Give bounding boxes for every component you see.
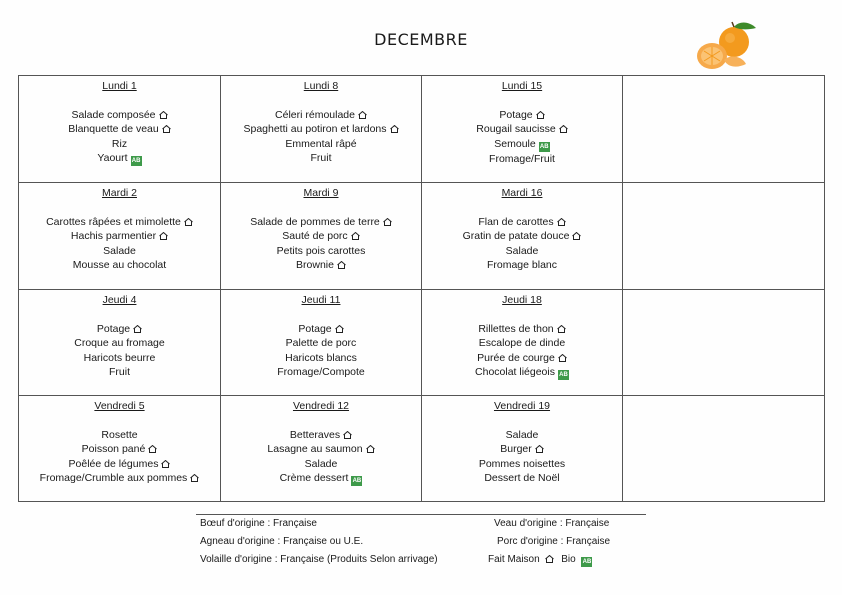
cell-jeudi-18 [422, 290, 623, 396]
day-label: Jeudi 4 [102, 294, 137, 306]
menu-item [422, 152, 622, 167]
house-icon [162, 123, 171, 131]
cell-vendredi-19 [422, 396, 623, 502]
menu-item-label: Flan de carottes [478, 215, 554, 228]
menu-item-label: Rougail saucisse [476, 123, 556, 135]
menu-item-label: Salade [103, 244, 136, 257]
menu-item-label: Escalope de dinde [478, 337, 566, 349]
menu-item-label: Salade [505, 428, 539, 441]
menu-item [221, 122, 421, 137]
house-icon [337, 259, 346, 267]
menu-item-label: Brownie [296, 259, 334, 271]
bio-label-icon: AB [131, 158, 141, 164]
menu-item-label: Mousse au chocolat [72, 259, 167, 271]
menu-item-label: Salade [505, 244, 539, 257]
menu-item [19, 229, 220, 244]
menu-item-label: Fromage/Crumble aux pommes [39, 472, 188, 484]
house-icon [343, 429, 352, 437]
menu-item-label: Rillettes de thon [478, 322, 554, 335]
day-label: Jeudi 18 [502, 294, 542, 306]
menu-item [19, 471, 220, 486]
menu-item-label: Poêlée de légumes [68, 457, 159, 470]
cell-vendredi-12 [221, 396, 422, 502]
menu-item [221, 322, 421, 337]
menu-item-label: Burger [500, 443, 532, 455]
house-icon [572, 230, 581, 238]
cell-empty [623, 290, 825, 396]
menu-item [221, 351, 421, 366]
menu-item-label: Céleri rémoulade [275, 108, 355, 121]
day-label: Lundi 1 [102, 80, 137, 92]
menu-item-label: Lasagne au saumon [267, 443, 363, 455]
menu-item [221, 258, 421, 273]
house-icon [159, 109, 168, 117]
menu-item-label: Poisson pané [81, 443, 146, 455]
cell-jeudi-11 [221, 290, 422, 396]
menu-item [19, 122, 220, 137]
menu-item-label: Spaghetti au potiron et lardons [243, 123, 387, 135]
menu-item-label: Crème dessert [279, 472, 349, 484]
legend-porc: Porc d'origine : Française [497, 536, 611, 547]
menu-item-label: Dessert de Noël [484, 472, 560, 484]
menu-item [19, 457, 220, 472]
cell-empty [623, 396, 825, 502]
menu-item [422, 457, 622, 472]
menu-item [422, 108, 622, 123]
menu-item-label: Carottes râpées et mimolette [46, 215, 181, 228]
legend-fait-maison: Fait Maison [488, 554, 540, 565]
menu-item [221, 336, 421, 351]
house-icon [335, 323, 344, 331]
menu-item-label: Chocolat liégeois [475, 366, 555, 378]
menu-item-label: Potage [298, 322, 332, 335]
menu-item [221, 457, 421, 472]
legend-volaille: Volaille d'origine : Française (Produits Selon arrivage) [200, 554, 438, 565]
menu-item [422, 322, 622, 337]
menu-item [422, 442, 622, 457]
menu-item [19, 151, 220, 166]
menu-item-label: Fromage/Compote [277, 366, 365, 378]
menu-item [422, 137, 622, 152]
menu-item-label: Betteraves [289, 428, 341, 441]
house-icon [133, 323, 142, 331]
menu-item-label: Blanquette de veau [68, 123, 159, 135]
house-icon [184, 216, 193, 224]
menu-item-label: Potage [499, 108, 533, 121]
page-title: DECEMBRE [374, 30, 468, 49]
menu-item-label: Purée de courge [477, 351, 555, 364]
menu-item [221, 229, 421, 244]
house-icon [190, 472, 199, 480]
day-label: Lundi 15 [501, 80, 543, 92]
day-label: Vendredi 12 [292, 400, 350, 412]
bio-label-icon: AB [539, 143, 549, 150]
menu-item-label: Yaourt [97, 152, 128, 164]
menu-item [221, 108, 421, 123]
legend-rule [196, 514, 646, 515]
legend-bio: Bio [561, 554, 576, 565]
bio-label-icon: AB [559, 372, 568, 378]
menu-item-label: Hachis parmentier [70, 230, 157, 242]
menu-item [422, 229, 622, 244]
menu-item [19, 365, 220, 380]
menu-item-label: Salade [304, 457, 338, 470]
menu-item [422, 351, 622, 366]
menu-item [19, 215, 220, 230]
menu-item [19, 244, 220, 259]
menu-item-label: Petits pois carottes [276, 244, 366, 257]
menu-item [422, 428, 622, 443]
house-icon [383, 216, 392, 224]
house-icon [558, 352, 567, 360]
menu-item [19, 258, 220, 273]
day-label: Lundi 8 [303, 80, 339, 92]
day-label: Mardi 2 [101, 187, 137, 199]
legend-agneau: Agneau d'origine : Française ou U.E. [200, 536, 364, 547]
cell-lundi-15 [422, 76, 623, 183]
house-icon [557, 216, 566, 224]
day-label: Jeudi 11 [301, 294, 341, 306]
cell-empty [623, 76, 825, 183]
menu-item-label: Haricots beurre [83, 351, 156, 364]
cell-mardi-2 [19, 183, 221, 290]
cell-empty [623, 183, 825, 290]
menu-item [19, 428, 220, 443]
day-label: Mardi 16 [501, 187, 543, 199]
house-icon [559, 123, 568, 131]
menu-item [422, 122, 622, 137]
house-icon [159, 230, 168, 238]
menu-item [422, 244, 622, 259]
cell-lundi-8 [221, 76, 422, 183]
menu-item-label: Emmental râpé [285, 137, 357, 150]
menu-item [221, 428, 421, 443]
menu-item-label: Haricots blancs [285, 351, 357, 364]
menu-item-label: Salade de pommes de terre [250, 215, 380, 228]
bio-label-icon: AB [352, 478, 362, 484]
house-icon [358, 109, 367, 117]
house-icon [557, 323, 566, 331]
house-icon [351, 230, 360, 238]
menu-item [221, 137, 421, 152]
house-icon [390, 123, 399, 131]
cell-mardi-9 [221, 183, 422, 290]
menu-item [221, 215, 421, 230]
menu-item [19, 336, 220, 351]
menu-item [19, 322, 220, 337]
menu-item-label: Semoule [494, 137, 536, 150]
legend-key [488, 554, 592, 567]
menu-item [221, 151, 421, 166]
legend-boeuf: Bœuf d'origine : Française [200, 518, 317, 529]
menu-item-label: Fruit [310, 152, 332, 164]
menu-item [19, 108, 220, 123]
menu-item [422, 365, 622, 380]
menu-item [422, 215, 622, 230]
menu-item-label: Sauté de porc [282, 230, 348, 242]
house-icon [161, 458, 170, 466]
menu-item-label: Gratin de patate douce [462, 230, 570, 242]
day-label: Vendredi 5 [94, 400, 145, 412]
cell-lundi-1 [19, 76, 221, 183]
house-icon [536, 109, 545, 117]
menu-item-label: Fromage blanc [486, 259, 558, 271]
menu-item [422, 471, 622, 486]
menu-item-label: Fruit [109, 366, 130, 378]
menu-item [19, 137, 220, 152]
menu-item-label: Croque au fromage [74, 337, 165, 349]
menu-item-label: Fromage/Fruit [489, 152, 555, 165]
menu-item [221, 471, 421, 486]
house-icon [545, 555, 554, 563]
day-label: Vendredi 19 [493, 400, 551, 412]
menu-item-label: Pommes noisettes [478, 457, 566, 470]
house-icon [148, 443, 157, 451]
menu-item [422, 336, 622, 351]
menu-item [422, 258, 622, 273]
menu-grid [18, 75, 825, 502]
cell-mardi-16 [422, 183, 623, 290]
clementine-icon [694, 18, 758, 74]
menu-item-label: Potage [96, 322, 131, 335]
cell-vendredi-5 [19, 396, 221, 502]
menu-item-label: Rosette [101, 428, 138, 441]
menu-item [19, 351, 220, 366]
menu-item [221, 244, 421, 259]
cell-jeudi-4 [19, 290, 221, 396]
menu-item-label: Riz [111, 137, 128, 150]
menu-item-label: Salade composée [71, 108, 156, 121]
bio-label-icon: AB [582, 559, 592, 565]
menu-item [221, 365, 421, 380]
menu-item [221, 442, 421, 457]
legend-veau: Veau d'origine : Française [494, 518, 610, 529]
day-label: Mardi 9 [303, 187, 339, 199]
house-icon [535, 443, 544, 451]
menu-item [19, 442, 220, 457]
menu-item-label: Palette de porc [285, 337, 357, 349]
house-icon [366, 443, 375, 451]
